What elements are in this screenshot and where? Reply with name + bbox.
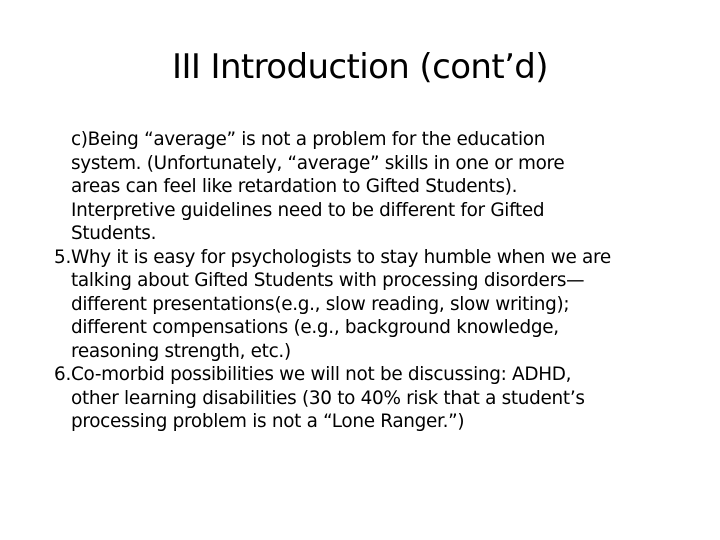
text-line: talking about Gifted Students with processing disorders— bbox=[71, 270, 585, 291]
paragraph-text bbox=[71, 128, 704, 246]
text-line: Co-morbid possibilities we will not be discussing: ADHD, bbox=[71, 364, 572, 385]
text-line: areas can feel like retardation to Gifted Students). bbox=[71, 176, 518, 197]
text-line: Students. bbox=[71, 223, 157, 244]
text-line: different compensations (e.g., background knowledge, bbox=[71, 317, 559, 338]
list-item-text bbox=[71, 246, 704, 364]
text-line: Interpretive guidelines need to be different for Gifted bbox=[71, 199, 545, 221]
paragraph-c bbox=[20, 128, 704, 246]
text-line: processing problem is not a “Lone Ranger.”) bbox=[71, 411, 465, 432]
text-line: other learning disabilities (30 to 40% risk that a student’s bbox=[71, 387, 585, 409]
text-line: c)Being “average” is not a problem for the education bbox=[71, 129, 546, 150]
text-line: Why it is easy for psychologists to stay humble when we are bbox=[71, 246, 611, 268]
list-item-6 bbox=[20, 363, 704, 434]
body-text-list bbox=[20, 128, 704, 434]
list-item-5 bbox=[20, 246, 704, 364]
slide-title: III Introduction (cont’d) bbox=[172, 47, 548, 87]
text-line: reasoning strength, etc.) bbox=[71, 340, 291, 362]
text-line: system. (Unfortunately, “average” skills in one or more bbox=[71, 152, 565, 174]
list-number: 5. bbox=[54, 246, 71, 268]
list-number: 6. bbox=[54, 364, 71, 385]
text-line: different presentations(e.g., slow reading, slow writing); bbox=[71, 293, 570, 315]
list-item-text bbox=[71, 363, 704, 434]
